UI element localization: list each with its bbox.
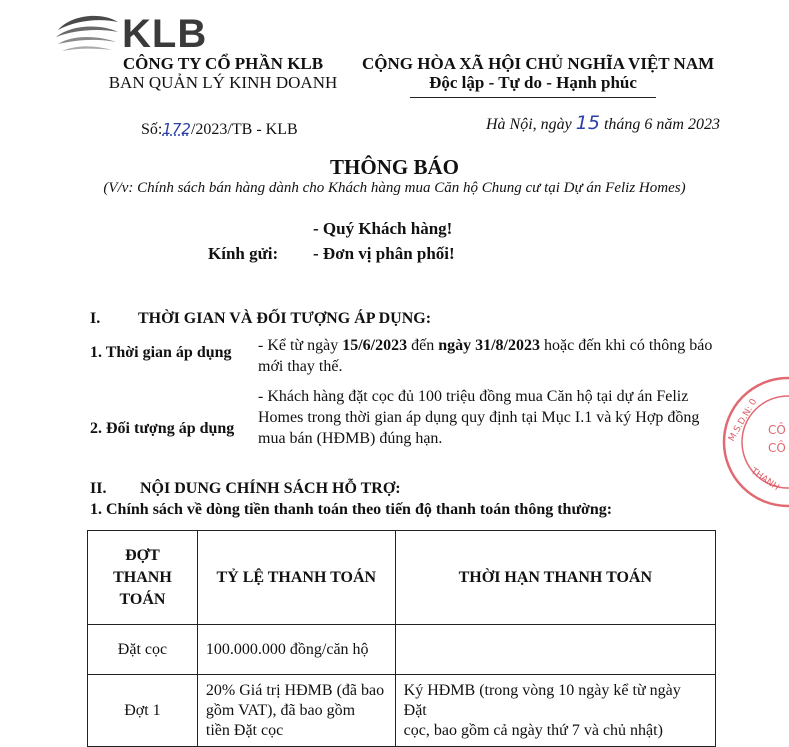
section-2-subheading: 1. Chính sách về dòng tiền thanh toán theo tiến độ thanh toán thông thường:	[90, 501, 613, 518]
section-2-heading: NỘI DUNG CHÍNH SÁCH HỖ TRỢ:	[140, 480, 401, 497]
item-2-label: 2. Đối tượng áp dụng	[90, 420, 235, 437]
table-header-row	[88, 531, 716, 625]
recipient-item-1: - Quý Khách hàng!	[313, 219, 453, 238]
company-logo	[52, 10, 222, 60]
company-seal-stamp	[718, 372, 789, 512]
company-name: CÔNG TY CỔ PHẦN KLB	[122, 54, 324, 73]
date-suffix: tháng 6 năm 2023	[603, 116, 720, 133]
document-number	[141, 120, 298, 139]
svg-text:CÔ: CÔ	[768, 441, 786, 455]
section-2-number: II.	[90, 480, 107, 497]
motto-underline	[410, 97, 656, 98]
date-prefix: Hà Nội, ngày	[486, 116, 572, 133]
table-row	[88, 675, 716, 747]
number-prefix: Số:	[141, 121, 163, 138]
table-row	[88, 625, 716, 675]
svg-text:THANH: THANH	[748, 466, 781, 493]
table-cell: Ký HĐMB (trong vòng 10 ngày kể từ ngày Đặt cọc, bao gồm cả ngày thứ 7 và chủ nhật)	[395, 675, 715, 747]
country-name: CỘNG HÒA XÃ HỘI CHỦ NGHĨA VIỆT NAM	[362, 54, 715, 73]
header-rate: TỶ LỆ THANH TOÁN	[197, 531, 395, 625]
table-cell: 20% Giá trị HĐMB (đã bao gồm VAT), đã bao gồm tiền Đặt cọc	[197, 675, 395, 747]
payment-schedule-table	[87, 530, 716, 747]
department-name: BAN QUẢN LÝ KINH DOANH	[108, 73, 338, 92]
section-1-number: I.	[90, 310, 101, 327]
logo-wordmark: KLB	[122, 12, 208, 56]
item-2-line-3: mua bán (HĐMB) đúng hạn.	[258, 430, 443, 447]
header-deadline: THỜI HẠN THANH TOÁN	[395, 531, 715, 625]
handwritten-day: 15	[575, 112, 600, 134]
item-1-line-2: mới thay thế.	[258, 358, 343, 375]
svg-text:CÔ: CÔ	[768, 423, 786, 437]
document-subject: (V/v: Chính sách bán hàng dành cho Khách hàng mua Căn hộ Chung cư tại Dự án Feliz Homes)	[103, 180, 686, 196]
item-1-line-1: - Kể từ ngày 15/6/2023 đến ngày 31/8/2023 hoặc đến khi có thông báo	[258, 337, 713, 354]
table-cell: Đợt 1	[88, 675, 198, 747]
number-suffix: /2023/TB - KLB	[190, 121, 298, 138]
document-date	[486, 112, 720, 134]
header-installment: ĐỢT THANH TOÁN	[88, 531, 198, 625]
item-2-line-1: - Khách hàng đặt cọc đủ 100 triệu đồng mua Căn hộ tại dự án Feliz	[258, 388, 689, 405]
table-cell: 100.000.000 đồng/căn hộ	[197, 625, 395, 675]
section-1-heading: THỜI GIAN VÀ ĐỐI TƯỢNG ÁP DỤNG:	[138, 310, 432, 327]
handwritten-number: 172	[162, 120, 191, 138]
recipient-label: Kính gửi:	[208, 244, 279, 263]
document-title: THÔNG BÁO	[330, 155, 459, 179]
item-1-label: 1. Thời gian áp dụng	[90, 344, 232, 361]
seal-icon	[718, 372, 789, 512]
item-2-line-2: Homes trong thời gian áp dụng quy định tại Mục I.1 và ký Hợp đồng	[258, 409, 700, 426]
table-cell: Đặt cọc	[88, 625, 198, 675]
svg-text:M.S.D.N: 0: M.S.D.N: 0	[727, 397, 760, 444]
klb-swoosh-icon	[52, 10, 122, 60]
table-cell	[395, 625, 715, 675]
recipient-item-2: - Đơn vị phân phối!	[313, 244, 455, 263]
national-motto: Độc lập - Tự do - Hạnh phúc	[429, 73, 637, 92]
